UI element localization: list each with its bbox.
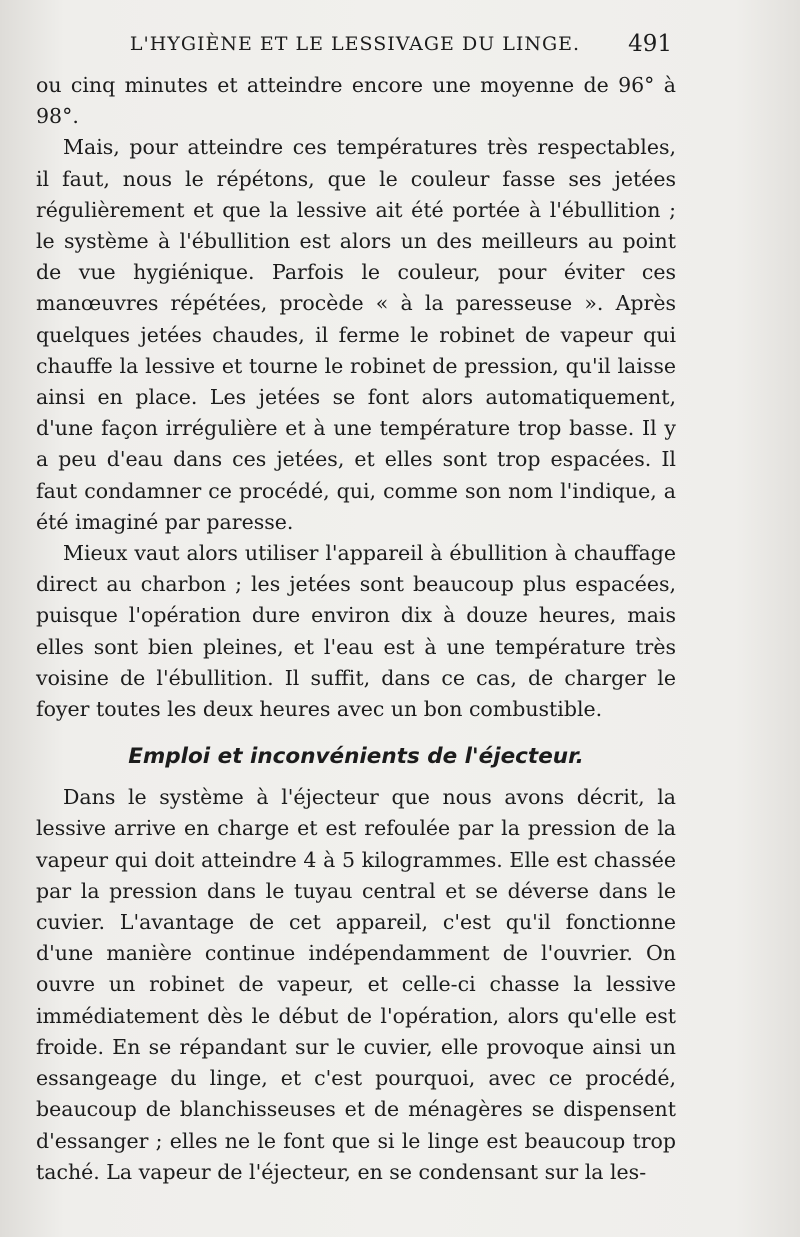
page-number: 491 bbox=[628, 31, 672, 57]
paragraph-coal-boiler: Mieux vaut alors utiliser l'appareil à ébullition à chauffage direct au charbon ; les jetées sont beaucoup plus espacées, puisque l'opération dure environ dix à douze heures, mais elles sont bien pleines, et l'eau est à une température très voisine de l'ébullition. Il suffit, dans ce cas, de charger le foyer toutes les deux heures avec un bon combustible. bbox=[36, 541, 676, 722]
paragraph-ejector: Dans le système à l'éjecteur que nous avons décrit, la lessive arrive en charge et est refoulée par la pression de la vapeur qui doit atteindre 4 à 5 kilogrammes. Elle est chassée par la pression dans le tuyau central et se déverse dans le cuvier. L'avantage de cet appareil, c'est qu'il fonctionne d'une manière continue indépendamment de l'ouvrier. On ouvre un robinet de vapeur, et celle-ci chasse la lessive immédiatement dès le début de l'opération, alors qu'elle est froide. En se répandant sur le cuvier, elle provoque ainsi un essangeage du linge, et c'est pourquoi, avec ce procédé, beaucoup de blanchisseuses et de ménagères se dispensent d'essanger ; elles ne le font que si le linge est beaucoup trop taché. La vapeur de l'éjecteur, en se condensant sur la les- bbox=[36, 785, 676, 1184]
paragraph-continuation: ou cinq minutes et atteindre encore une moyenne de 96° à 98°. bbox=[36, 73, 676, 129]
section-heading: Emploi et inconvénients de l'éjecteur. bbox=[128, 744, 584, 770]
paragraph-temperatures: Mais, pour atteindre ces températures très respectables, il faut, nous le répétons, que le couleur fasse ses jetées régulièrement et que la lessive ait été portée à l'ébullition ; le système à l'ébullition est alors un des meilleurs au point de vue hygiénique. Parfois le couleur, pour éviter ces manœuvres répétées, procède « à la paresseuse ». Après quelques jetées chaudes, il ferme le robinet de vapeur qui chauffe la lessive et tourne le robinet de pression, qu'il laisse ainsi en place. Les jetées se font alors automatiquement, d'une façon irrégulière et à une température trop basse. Il y a peu d'eau dans ces jetées, et elles sont trop espacées. Il faut condamner ce procédé, qui, comme son nom l'indique, a été imaginé par paresse. bbox=[36, 135, 676, 534]
page-body bbox=[36, 70, 676, 1188]
running-title: L'HYGIÈNE ET LE LESSIVAGE DU LINGE. bbox=[129, 33, 581, 55]
